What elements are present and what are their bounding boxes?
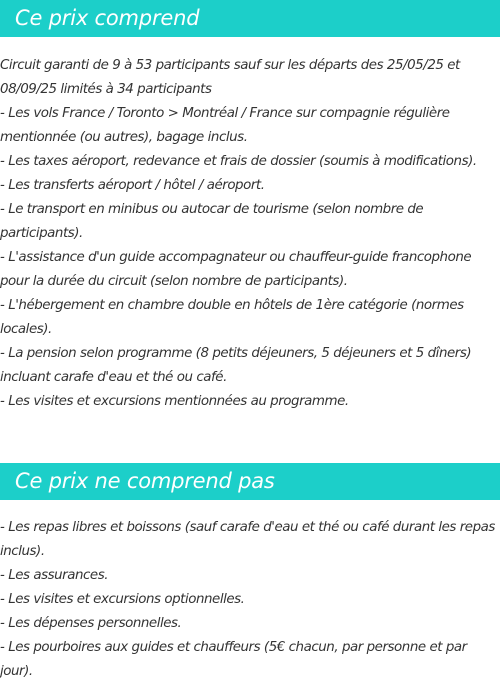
excluded-item: - Les assurances.: [0, 568, 109, 583]
included-item: - Les transferts aéroport / hôtel / aéroport.: [0, 178, 265, 193]
included-item: Circuit garanti de 9 à 53 participants sauf sur les départs des 25/05/25 et 08/09/25 limités à 34 participants: [0, 58, 460, 97]
included-item: - Les visites et excursions mentionnées au programme.: [0, 394, 349, 409]
included-item: - La pension selon programme (8 petits déjeuners, 5 déjeuners et 5 dîners) incluant carafe d'eau et thé ou café.: [0, 346, 472, 385]
included-item: - Les taxes aéroport, redevance et frais de dossier (soumis à modifications).: [0, 154, 477, 169]
included-section-header: [0, 0, 500, 37]
included-section-title: Ce prix comprend: [15, 6, 200, 30]
included-item: - Les vols France / Toronto > Montréal / France sur compagnie régulière mentionnée (ou autres), bagage inclus.: [0, 106, 450, 145]
excluded-section-header: [0, 463, 500, 500]
included-item: - L'assistance d'un guide accompagnateur ou chauffeur-guide francophone pour la durée du circuit (selon nombre de participants).: [0, 250, 472, 289]
excluded-item: - Les repas libres et boissons (sauf carafe d'eau et thé ou café durant les repas inclus).: [0, 520, 495, 559]
excluded-section-title: Ce prix ne comprend pas: [15, 469, 275, 493]
excluded-item: - Les pourboires aux guides et chauffeurs (5€ chacun, par personne et par jour).: [0, 640, 467, 679]
excluded-item: - Les dépenses personnelles.: [0, 616, 182, 631]
included-item: - L'hébergement en chambre double en hôtels de 1ère catégorie (normes locales).: [0, 298, 464, 337]
excluded-items-list: [0, 516, 500, 684]
excluded-item: - Les visites et excursions optionnelles.: [0, 592, 245, 607]
included-items-list: [0, 54, 500, 414]
included-item: - Le transport en minibus ou autocar de tourisme (selon nombre de participants).: [0, 202, 424, 241]
